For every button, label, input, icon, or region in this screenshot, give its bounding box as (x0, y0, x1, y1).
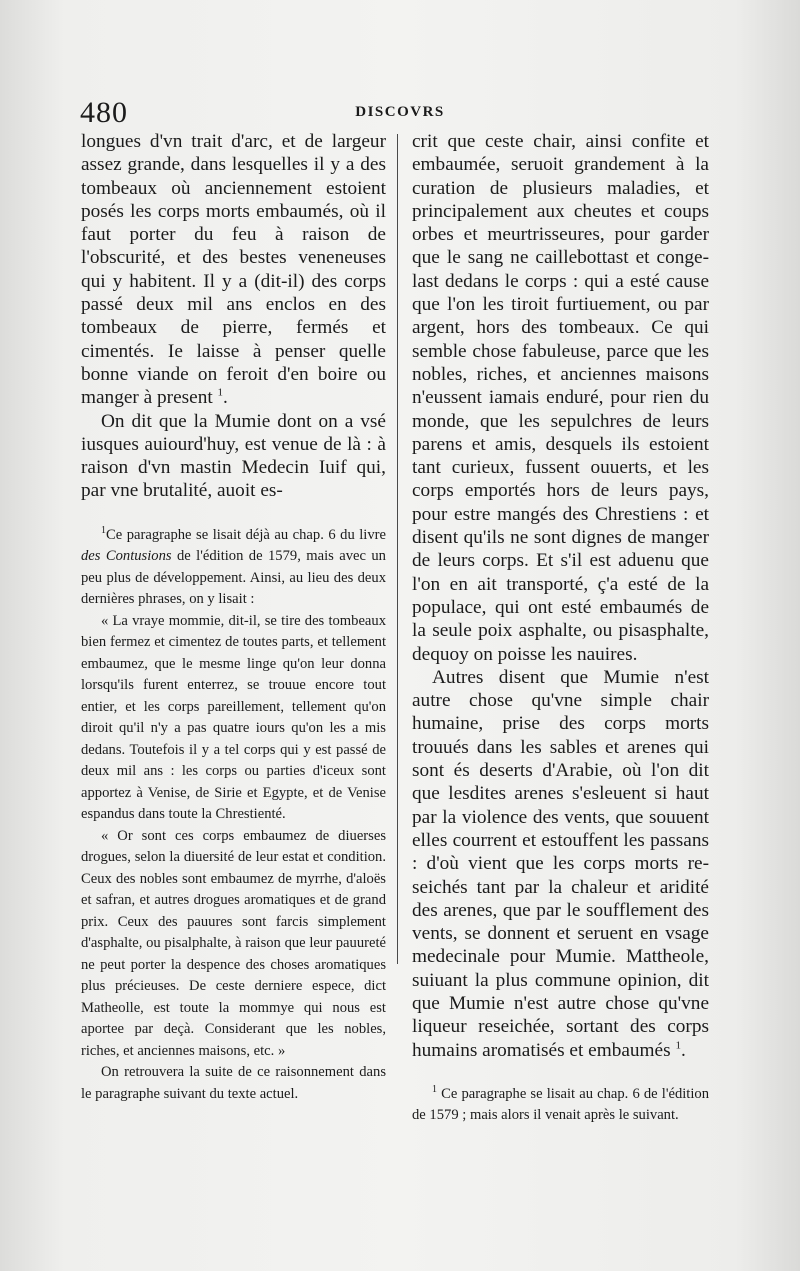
left-paragraph-2: On dit que la Mumie dont on a vsé iusques auiourd'huy, est venue de là : à raison d'vn mastin Medecin Iuif qui, par vne brutalité, auoit es- (81, 410, 386, 502)
left-paragraph-1 (81, 130, 386, 410)
footnote-1 (81, 525, 386, 611)
column-divider (397, 134, 398, 964)
footnote-2 (412, 1084, 709, 1127)
right-paragraph-2-end: . (680, 1039, 686, 1061)
page-number: 480 (80, 96, 128, 129)
footnote-reference: 1 (217, 386, 224, 399)
footnote-1-text-b: de l'édition de 1579, mais avec un peu plus de développement. Ainsi, au lieu des deux dernières phrases, on y lisait : (81, 548, 386, 608)
right-paragraph-1: crit que ceste chair, ainsi confite et embaumée, seruoit grandement à la curation de plusieurs maladies, et principalement aux cheutes et coups orbes et meurtrisseures, pour garder que le sang ne caillebottast et congelast dedans le corps : qui a esté cause que l'on les tiroit furtiuement, ou par argent, hors des tombeaux. Ce qui semble chose fabuleuse, parce que les nobles, riches, et anciennes maisons n'eussent iamais enduré, pour rien du monde, que les sepulchres de leurs parens et amis, desquels ils estoient tant curieux, fussent ouuerts, et les corps emportés hors de leurs pays, pour estre mangés des Chrestiens : et disent qu'ils ne sont dignes de manger de leurs corps. Et s'il est aduenu que l'on en ait transporté, ç'a esté de la populace, qui ont esté embaumés de la seule poix asphalte, ou pisasphalte, dequoy on poisse les nauires. (412, 131, 709, 665)
footnote-mark: 1 (101, 524, 106, 536)
left-paragraph-1-text: longues d'vn trait d'arc, et de largeur assez grande, dans lesquelles il y a des tombeaux où anciennement estoient posés les corps morts embaumés, où il faut porter du feu à raison de l'obscurité, et des bestes veneneuses qui y habitent. Il y a (dit-il) des corps passé deux mil ans enclos en des tombeaux de pierre, fermés et cimentés. Ie laisse à penser quelle bonne viande on feroit d'en boire ou manger à present (81, 131, 386, 409)
footnote-2-text: Ce paragraphe se lisait au chap. 6 de l'édition de 1579 ; mais alors il venait après le suivant. (412, 1085, 709, 1124)
footnote-mark: 1 (432, 1084, 437, 1096)
right-paragraph-2-text: Autres disent que Mumie n'est autre chose qu'vne simple chair humaine, prise des corps morts trouués dans les sables et arenes qui sont és deserts d'Arabie, où l'on dit que lesdites arenes s'esleuent si haut par la violence des vents, que souuent elles courrent et estouffent les passans : d'où vient que les corps morts reseichés tant par la chaleur et aridité des arenes, que par le soufflement des vents, se donnent et seruent en vsage medecinale pour Mumie. Mattheole, suiuant la plus commune opinion, dit que Mumie n'est autre chose qu'vne liqueur reseichée, sortant des corps humains aromatisés et embaumés (412, 666, 709, 1061)
running-title: DISCOVRS (355, 104, 445, 120)
right-column (412, 130, 709, 1127)
left-column (81, 130, 386, 1105)
footnote-quote-2: « Or sont ces corps embaumez de diuerses drogues, selon la diuersité de leur estat et condition. Ceux des nobles sont embaumez de myrrhe, d'aloës et safran, et autres drogues aromatiques et de grand prix. Ceux des pauures sont farcis simplement d'asphalte, ou pisalphalte, à raison que leur pauureté ne peut porter la despence des choses aromatiques plus précieuses. De ceste derniere espece, dict Matheolle, est toute la mommye qui nous est aportee par deçà. Considerant que les nobles, riches, et anciennes maisons, etc. » (81, 827, 386, 1059)
footnote-1-text-a: Ce paragraphe se lisait déjà au chap. 6 du livre (106, 526, 386, 543)
left-paragraph-1-end: . (223, 387, 228, 409)
footnote-1-italic-title: des Contusions (81, 548, 172, 565)
footnote-reference: 1 (675, 1039, 681, 1052)
footnote-quote-1: « La vraye mommie, dit-il, se tire des tombeaux bien fermez et cimentez de toutes parts, et tellement embaumez, que le mesme linge qu'on leur donna lorsqu'ils furent enterrez, se trouue encore tout entier, et les corps pareillement, tellement qu'on diroit qu'il n'y a pas quatre iours qu'on les a mis dedans. Toutefois il y a tel corps qui y est passé de deux mil ans : les corps ou parties d'iceux sont apportez à Venise, de Sirie et Egypte, et de Venise espandus dans toute la Chrestienté. (81, 612, 386, 823)
right-footnote (412, 1084, 709, 1127)
footnote-note: On retrouvera la suite de ce raisonnement dans le paragraphe suivant du texte actuel. (81, 1064, 386, 1102)
left-footnote (81, 525, 386, 1106)
right-paragraph-2 (412, 666, 709, 1062)
